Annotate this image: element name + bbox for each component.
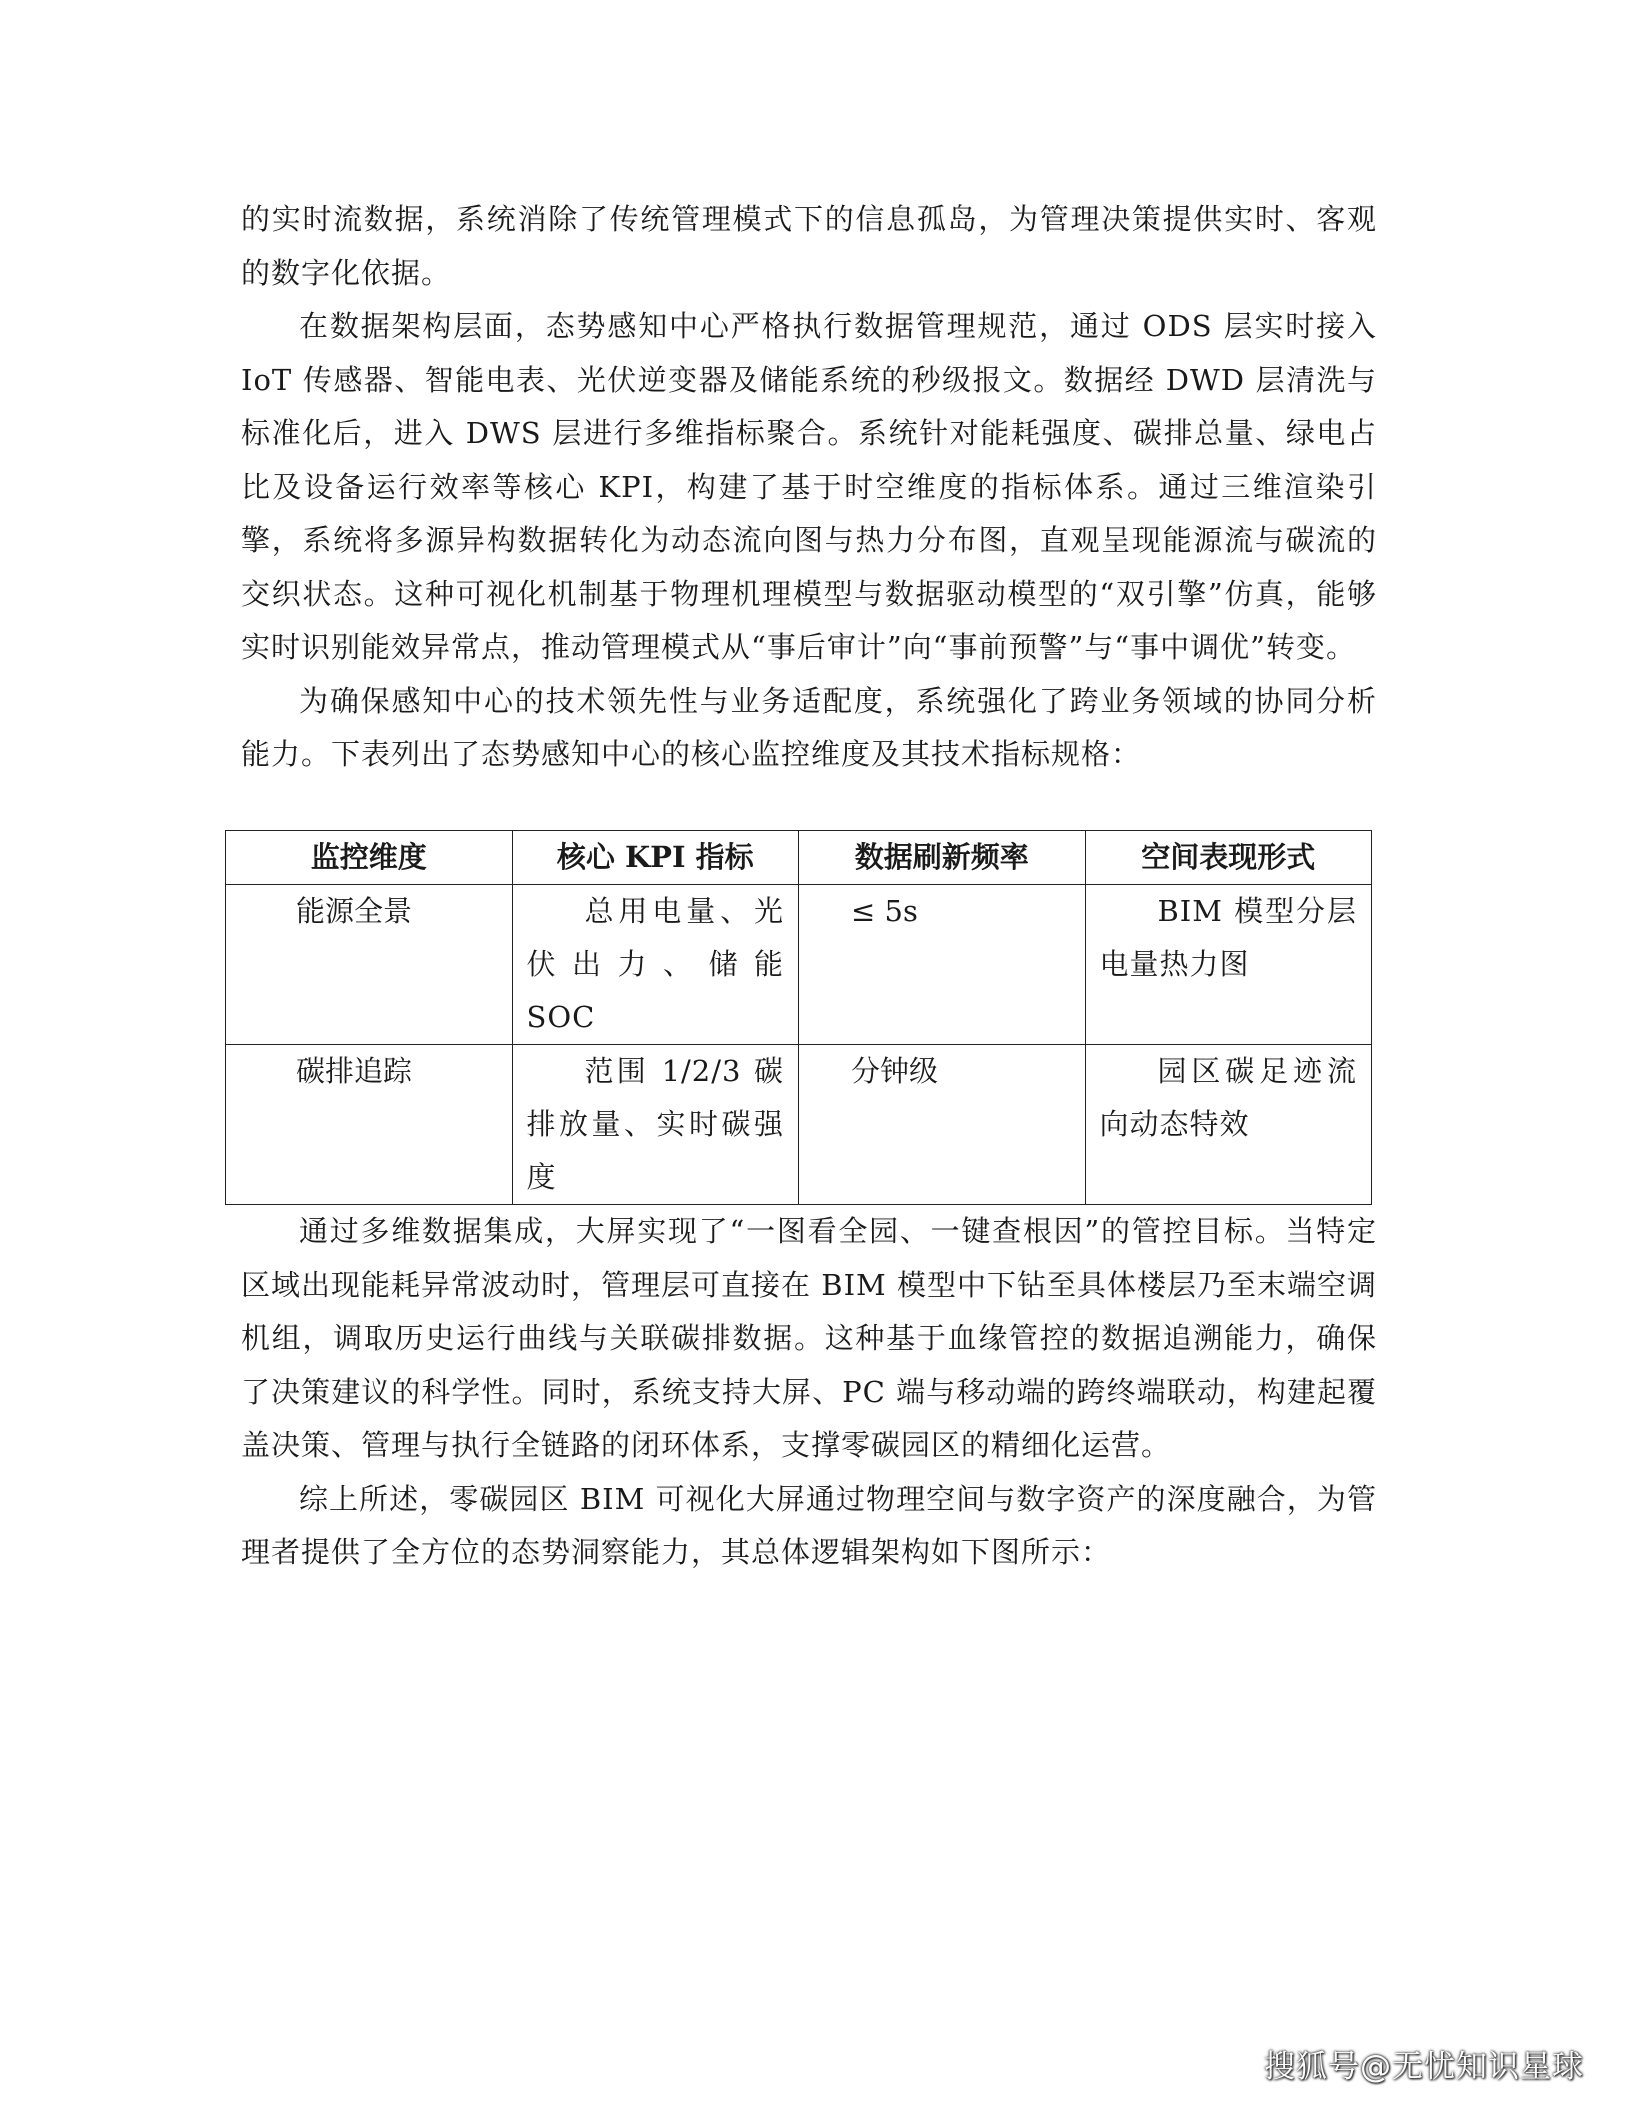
cell-kpi: 总用电量、光伏出力、储能 SOC bbox=[512, 885, 799, 1045]
table-row bbox=[226, 885, 1372, 1045]
table-header-row bbox=[226, 831, 1372, 885]
table-row bbox=[226, 1045, 1372, 1205]
cell-kpi: 范围 1/2/3 碳排放量、实时碳强度 bbox=[512, 1045, 799, 1205]
header-dimension: 监控维度 bbox=[226, 831, 513, 885]
document-body-top bbox=[241, 193, 1377, 782]
paragraph-table-intro: 为确保感知中心的技术领先性与业务适配度，系统强化了跨业务领域的协同分析能力。下表列出了态势感知中心的核心监控维度及其技术指标规格： bbox=[241, 683, 1377, 771]
watermark-text: 搜狐号@无忧知识星球 bbox=[1264, 2049, 1584, 2085]
header-spatial-form: 空间表现形式 bbox=[1085, 831, 1372, 885]
cell-spatial-form: BIM 模型分层电量热力图 bbox=[1085, 885, 1372, 1045]
paragraph-summary: 综上所述，零碳园区 BIM 可视化大屏通过物理空间与数字资产的深度融合，为管理者提供了全方位的态势洞察能力，其总体逻辑架构如下图所示： bbox=[241, 1481, 1377, 1569]
paragraph-multi-dimension: 通过多维数据集成，大屏实现了“一图看全园、一键查根因”的管控目标。当特定区域出现能耗异常波动时，管理层可直接在 BIM 模型中下钻至具体楼层乃至末端空调机组，调取历史运行曲线与关联碳排数据。这种基于血缘管控的数据追溯能力，确保了决策建议的科学性。同时，系统支持大屏、PC 端与移动端的跨终端联动，构建起覆盖决策、管理与执行全链路的闭环体系，支撑零碳园区的精细化运营。 bbox=[241, 1214, 1377, 1462]
paragraph-data-architecture: 在数据架构层面，态势感知中心严格执行数据管理规范，通过 ODS 层实时接入 IoT 传感器、智能电表、光伏逆变器及储能系统的秒级报文。数据经 DWD 层清洗与标准化后，进入 DWS 层进行多维指标聚合。系统针对能耗强度、碳排总量、绿电占比及设备运行效率等核心 KPI，构建了基于时空维度的指标体系。通过三维渲染引擎，系统将多源异构数据转化为动态流向图与热力分布图，直观呈现能源流与碳流的交织状态。这种可视化机制基于物理机理模型与数据驱动模型的“双引擎”仿真，能够实时识别能效异常点，推动管理模式从“事后审计”向“事前预警”与“事中调优”转变。 bbox=[241, 309, 1377, 664]
document-body-bottom bbox=[241, 1205, 1377, 1580]
cell-refresh-rate: ≤ 5s bbox=[799, 885, 1086, 1045]
paragraph-continuation: 的实时流数据，系统消除了传统管理模式下的信息孤岛，为管理决策提供实时、客观的数字化依据。 bbox=[241, 202, 1377, 290]
cell-dimension: 能源全景 bbox=[226, 885, 513, 1045]
header-refresh-rate: 数据刷新频率 bbox=[799, 831, 1086, 885]
cell-refresh-rate: 分钟级 bbox=[799, 1045, 1086, 1205]
cell-spatial-form: 园区碳足迹流向动态特效 bbox=[1085, 1045, 1372, 1205]
header-kpi: 核心 KPI 指标 bbox=[512, 831, 799, 885]
monitoring-spec-table bbox=[225, 830, 1372, 1205]
cell-dimension: 碳排追踪 bbox=[226, 1045, 513, 1205]
